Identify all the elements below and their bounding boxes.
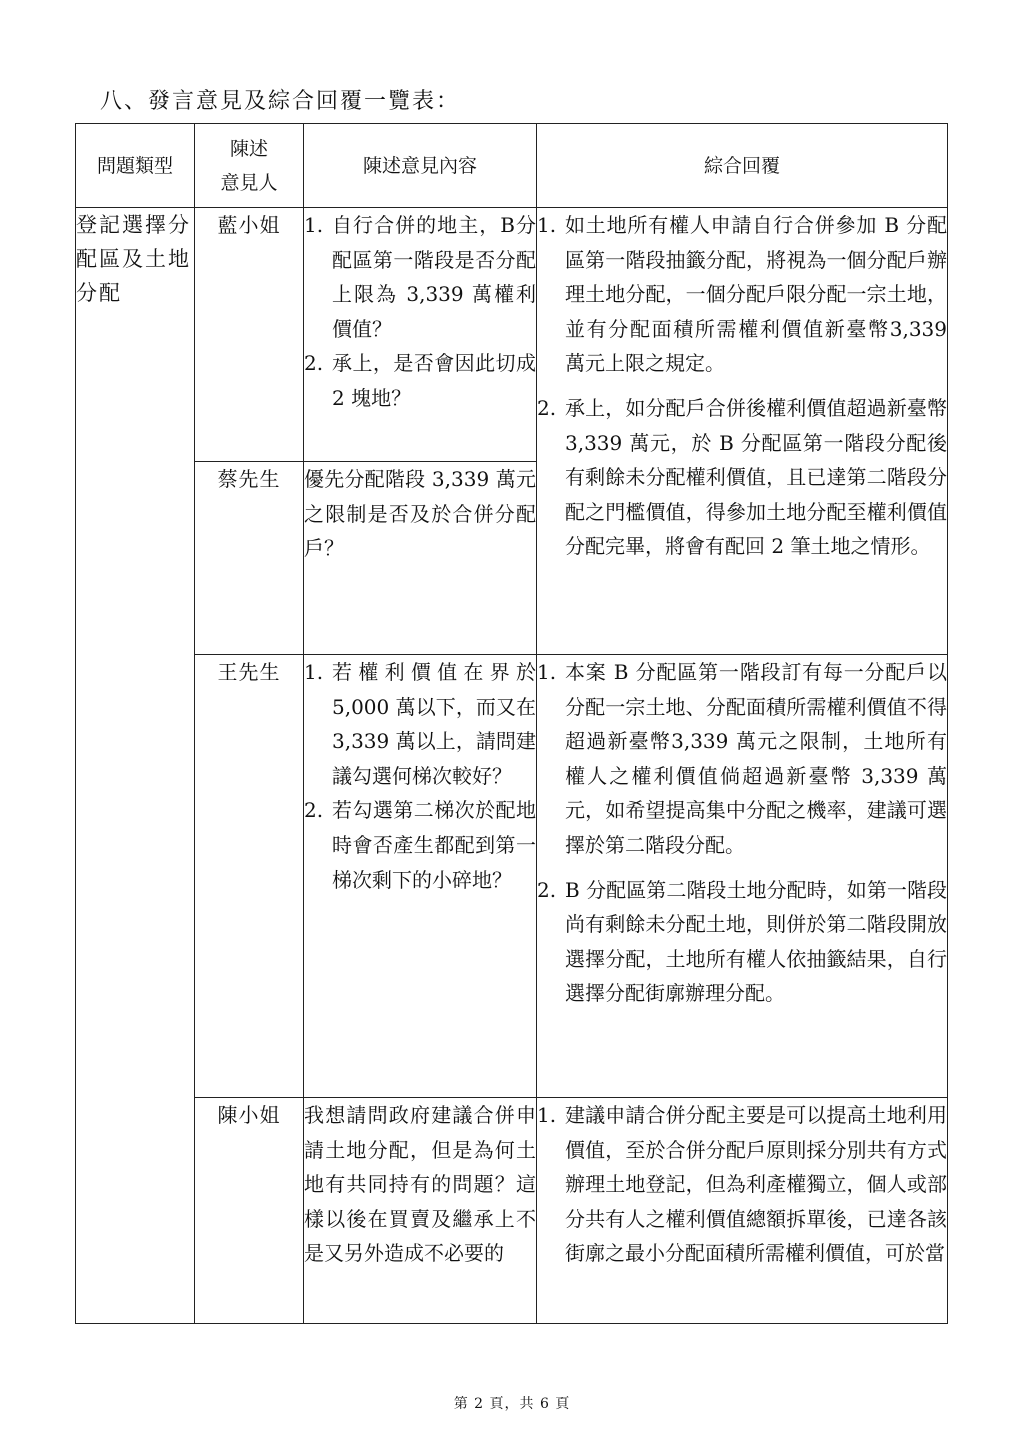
opinion-cell: 我想請問政府建議合併申請土地分配，但是為何土地有共同持有的問題？這樣以後在買賣及繼承上不是又另外造成不必要的 <box>304 1098 537 1324</box>
list-item: 2. 若勾選第二梯次於配地時會否產生都配到第一梯次剩下的小碎地？ <box>304 798 536 892</box>
speaker-cell: 王先生 <box>195 655 304 1098</box>
list-item: 1. 建議申請合併分配主要是可以提高土地利用價值，至於合併分配戶原則採分別共有方式辦理土地登記，但為利產權獨立，個人或部分共有人之權利價值總額拆單後，已達各該街廓之最小分配面積所需權利價值，可於當 <box>537 1103 947 1266</box>
header-type: 問題類型 <box>76 124 195 208</box>
list-item: 2. B 分配區第二階段土地分配時，如第一階段尚有剩餘未分配土地，則併於第二階段開放選擇分配，土地所有權人依抽籤結果，自行選擇分配街廓辦理分配。 <box>537 877 947 1006</box>
list-item: 2. 承上，是否會因此切成 2 塊地？ <box>304 351 536 410</box>
page-footer: 第 2 頁，共 6 頁 <box>453 1396 571 1412</box>
header-speaker <box>195 124 304 208</box>
opinion-response-table <box>75 123 948 1324</box>
speaker-cell: 蔡先生 <box>195 462 304 655</box>
list-item: 1. 本案 B 分配區第一階段訂有每一分配戶以分配一宗土地、分配面積所需權利價值不得超過新臺幣3,339 萬元之限制，土地所有權人之權利價值倘超過新臺幣 3,339 萬元，如希望提高集中分配之機率，建議可選擇於第二階段分配。 <box>537 660 947 857</box>
category-cell: 登記選擇分配區及土地分配 <box>76 208 195 1324</box>
header-speaker-line2: 意見人 <box>220 171 278 194</box>
response-cell <box>537 208 948 655</box>
section-title: 八、發言意見及綜合回覆一覽表： <box>100 89 461 114</box>
response-cell <box>537 1098 948 1324</box>
response-cell <box>537 655 948 1098</box>
opinion-cell: 優先分配階段 3,339 萬元之限制是否及於合併分配戶？ <box>304 462 537 655</box>
table-row <box>76 208 948 462</box>
header-speaker-line1: 陳述 <box>229 137 268 160</box>
header-opinion: 陳述意見內容 <box>304 124 537 208</box>
opinion-cell <box>304 208 537 462</box>
list-item: 2. 承上，如分配戶合併後權利價值超過新臺幣3,339 萬元，於 B 分配區第一階段分配後有剩餘未分配權利價值，且已達第二階段分配之門檻價值，得參加土地分配至權利價值分配完畢，將會有配回 2 筆土地之情形。 <box>537 395 947 559</box>
list-item: 1. 自行合併的地主，B分配區第一階段是否分配上限為 3,339 萬權利價值？ <box>304 213 536 341</box>
table-row <box>76 655 948 1098</box>
speaker-cell: 陳小姐 <box>195 1098 304 1324</box>
table-row <box>76 1098 948 1324</box>
list-item: 1. 若權利價值在界於 5,000 萬以下，而又在 3,339 萬以上，請問建議勾選何梯次較好？ <box>304 660 536 788</box>
table-header-row <box>76 124 948 208</box>
list-item: 1. 如土地所有權人申請自行合併參加 B 分配區第一階段抽籤分配，將視為一個分配戶辦理土地分配，一個分配戶限分配一宗土地，並有分配面積所需權利價值新臺幣3,339 萬元上限之規定。 <box>537 213 947 376</box>
opinion-cell <box>304 655 537 1098</box>
speaker-cell: 藍小姐 <box>195 208 304 462</box>
header-response: 綜合回覆 <box>537 124 948 208</box>
